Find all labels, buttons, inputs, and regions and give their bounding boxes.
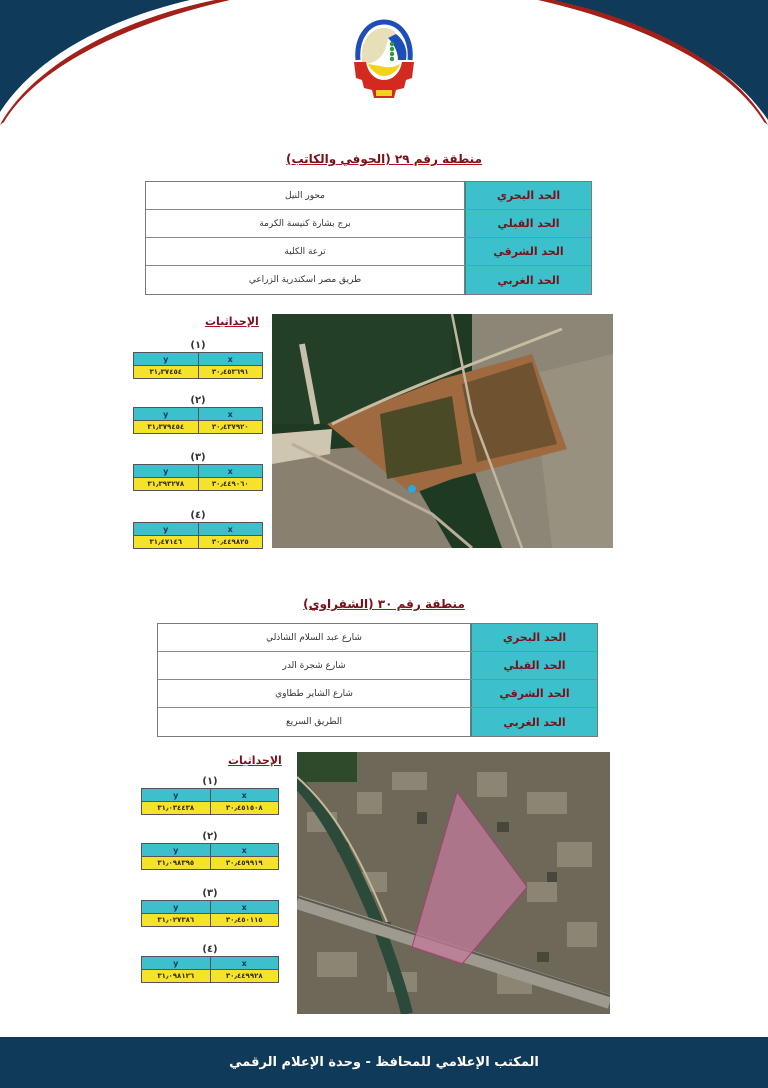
boundary-row-south (158, 652, 597, 680)
governorate-emblem-icon (340, 16, 428, 104)
x-value: ٣٠٫٤٥٩٩١٩ (210, 857, 279, 869)
y-header: y (163, 524, 169, 534)
zone-29-title-text: منطقة رقم ٢٩ (الحوفي والكاتب) (285, 152, 482, 166)
zone-30-boundaries-table (157, 623, 598, 737)
coordinate-table (141, 956, 279, 983)
boundary-label: الحد البحري (465, 182, 591, 209)
point-number: (٤) (190, 510, 206, 521)
boundary-value: شارع شجرة الدر (158, 652, 471, 679)
satellite-map-zone-30 (297, 752, 610, 1014)
y-header: y (173, 845, 179, 855)
coordinate-point-3 (133, 452, 263, 491)
y-value: ٣١٫٤٧١٤٦ (149, 538, 183, 546)
y-header: y (163, 466, 169, 476)
footer-text: المكتب الإعلامي للمحافظ - وحدة الإعلام الرقمي (229, 1055, 539, 1070)
zone-29-title (0, 152, 768, 166)
x-header: x (210, 957, 279, 969)
point-number: (٢) (190, 395, 206, 406)
coordinate-point-2 (133, 395, 263, 434)
boundary-label: الحد القبلي (471, 652, 597, 679)
x-value: ٣٠٫٤٥٣٦٩١ (198, 366, 263, 378)
boundary-value: طريق مصر اسكندرية الزراعي (146, 266, 465, 294)
x-value: ٣٠٫٤٥١٥٠٨ (210, 802, 279, 814)
x-header: x (210, 901, 279, 913)
y-value: ٣١٫٠٩٨٣٩٥ (157, 859, 195, 867)
coordinate-table (141, 788, 279, 815)
boundary-value: الطريق السريع (158, 708, 471, 736)
boundary-row-west (158, 708, 597, 736)
boundary-row-north (146, 182, 591, 210)
coordinate-table (133, 522, 263, 549)
boundary-label: الحد الشرقي (471, 680, 597, 707)
boundary-label: الحد الشرقي (465, 238, 591, 265)
y-value: ٣١٫٠٣٤٤٣٨ (157, 804, 195, 812)
y-value: ٣١٫٠٩٨١٢٦ (157, 972, 195, 980)
y-header: y (173, 958, 179, 968)
zone-30-title (0, 597, 768, 611)
x-value: ٣٠٫٤٤٩٨٢٥ (198, 536, 263, 548)
zone-29-coordinates-title: الإحداثيات (205, 315, 259, 328)
coordinate-table (133, 464, 263, 491)
x-header: x (198, 523, 263, 535)
zone-30-coordinates-title: الإحداثيات (228, 754, 282, 767)
point-number: (٢) (202, 831, 218, 842)
boundary-label: الحد القبلي (465, 210, 591, 237)
x-header: x (198, 408, 263, 420)
page-header (0, 0, 768, 140)
boundary-row-south (146, 210, 591, 238)
y-header: y (163, 409, 169, 419)
point-number: (٤) (202, 944, 218, 955)
zone-30-title-text: منطقة رقم ٣٠ (الشقراوي) (303, 597, 465, 611)
x-value: ٣٠٫٤٥٠١١٥ (210, 914, 279, 926)
boundary-row-north (158, 624, 597, 652)
coordinate-point-3 (141, 888, 279, 927)
boundary-row-west (146, 266, 591, 294)
x-value: ٣٠٫٤٤٩٠٦٠ (198, 478, 263, 490)
y-value: ٣١٫٣٧٩٤٥٤ (147, 423, 185, 431)
y-header: y (173, 790, 179, 800)
y-value: ٣١٫٣٧٤٥٤ (149, 368, 183, 376)
x-header: x (210, 844, 279, 856)
x-value: ٣٠٫٤٤٩٩٢٨ (210, 970, 279, 982)
coordinate-point-1 (141, 776, 279, 815)
coordinate-point-4 (141, 944, 279, 983)
x-value: ٣٠٫٤٣٧٩٢٠ (198, 421, 263, 433)
boundary-value: شارع الشاير ططاوي (158, 680, 471, 707)
point-number: (١) (202, 776, 218, 787)
coordinate-table (133, 407, 263, 434)
page-footer (0, 1037, 768, 1088)
point-number: (٣) (202, 888, 218, 899)
boundary-label: الحد الغربي (471, 708, 597, 736)
y-header: y (163, 354, 169, 364)
boundary-value: برج بشارة كنيسة الكرمة (146, 210, 465, 237)
x-header: x (198, 353, 263, 365)
boundary-row-east (146, 238, 591, 266)
coordinate-point-2 (141, 831, 279, 870)
boundary-label: الحد الغربي (465, 266, 591, 294)
y-header: y (173, 902, 179, 912)
coordinate-table (141, 843, 279, 870)
coordinate-point-4 (133, 510, 263, 549)
coordinate-point-1 (133, 340, 263, 379)
y-value: ٣١٫٠٢٧٣٨٦ (157, 916, 195, 924)
point-number: (١) (190, 340, 206, 351)
coordinate-table (133, 352, 263, 379)
zone-29-boundaries-table (145, 181, 592, 295)
coordinate-table (141, 900, 279, 927)
point-number: (٣) (190, 452, 206, 463)
x-header: x (210, 789, 279, 801)
boundary-row-east (158, 680, 597, 708)
boundary-value: شارع عبد السلام الشاذلي (158, 624, 471, 651)
boundary-value: محور النيل (146, 182, 465, 209)
boundary-label: الحد البحري (471, 624, 597, 651)
x-header: x (198, 465, 263, 477)
boundary-value: ترعة الكلية (146, 238, 465, 265)
satellite-map-zone-29 (272, 314, 613, 548)
y-value: ٣١٫٣٩٣٢٧٨ (147, 480, 185, 488)
